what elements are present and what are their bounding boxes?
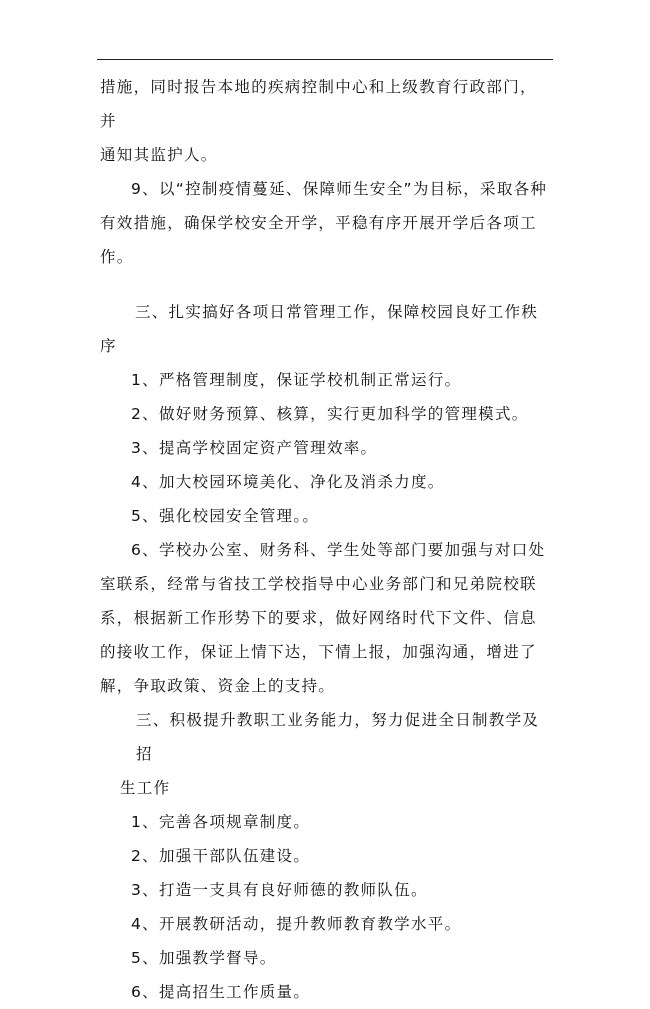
list-item: 6、提高招生工作质量。 xyxy=(131,983,311,1001)
section-heading-teaching-cont: 生工作 xyxy=(120,779,171,797)
paragraph-item-9: 9、以“控制疫情蔓延、保障师生安全”为目标，采取各种有效措施，确保学校安全开学，平稳有序开展开学后各项工作。 xyxy=(100,180,548,266)
list-item: 3、提高学校固定资产管理效率。 xyxy=(131,439,378,457)
header-rule xyxy=(97,59,553,60)
document-body xyxy=(100,70,552,1009)
paragraph-line: 措施，同时报告本地的疾病控制中心和上级教育行政部门，并 xyxy=(100,78,537,130)
list-item: 6、学校办公室、财务科、学生处等部门要加强与对口处室联系，经常与省技工学校指导中心业务部门和兄弟院校联系，根据新工作形势下的要求，做好网络时代下文件、信息的接收工作，保证上情下达，下情上报，加强沟通，增进了解，争取政策、资金上的支持。 xyxy=(100,541,546,695)
list-item: 5、强化校园安全管理。。 xyxy=(131,507,320,525)
list-item: 4、加大校园环境美化、净化及消杀力度。 xyxy=(131,473,445,491)
list-item: 2、做好财务预算、核算，实行更加科学的管理模式。 xyxy=(131,405,529,423)
list-item: 1、严格管理制度，保证学校机制正常运行。 xyxy=(131,371,462,389)
list-item: 4、开展教研活动，提升教师教育教学水平。 xyxy=(131,915,462,933)
list-item: 1、完善各项规章制度。 xyxy=(131,813,311,831)
paragraph-line: 通知其监护人。 xyxy=(100,146,218,164)
list-item: 5、加强教学督导。 xyxy=(131,949,277,967)
list-item: 2、加强干部队伍建设。 xyxy=(131,847,311,865)
section-gap xyxy=(100,274,552,295)
list-item: 3、打造一支具有良好师德的教师队伍。 xyxy=(131,881,428,899)
section-heading-teaching: 三、积极提升教职工业务能力，努力促进全日制教学及招 xyxy=(136,711,540,763)
section-heading-management: 三、扎实搞好各项日常管理工作，保障校园良好工作秩序 xyxy=(100,303,539,355)
